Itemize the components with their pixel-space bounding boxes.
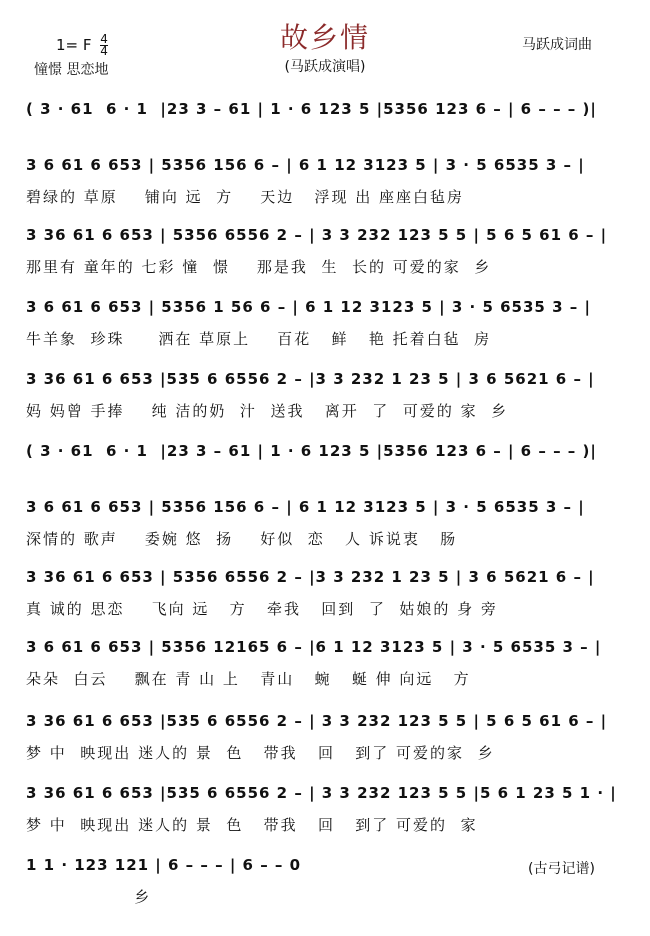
key-label: 1= F: [56, 36, 92, 54]
notation-line: 3 6 61 6 653 | 5356 156 6 – | 6 1 12 3123 5 | 3 · 5 6535 3 – |: [26, 156, 585, 174]
lyric-line: 梦 中 映现出 迷人的 景 色 带我 回 到了 可爱的 家: [26, 816, 478, 834]
notation-line: 3 36 61 6 653 | 5356 6556 2 – | 3 3 232 123 5 5 | 5 6 5 61 6 – |: [26, 226, 608, 244]
time-signature: [100, 34, 108, 57]
transcriber-credit: (古弓记谱): [528, 861, 595, 877]
notation-line: 3 36 61 6 653 |535 6 6556 2 – | 3 3 232 123 5 5 |5 6 1 23 5 1 · |: [26, 784, 617, 802]
lyric-line: 深情的 歌声 委婉 悠 扬 好似 恋 人 诉说衷 肠: [26, 530, 458, 548]
lyric-line: 梦 中 映现出 迷人的 景 色 带我 回 到了 可爱的家 乡: [26, 744, 495, 762]
time-sig-denominator: 4: [100, 44, 108, 58]
song-title: 故乡情: [279, 21, 370, 54]
composer-credit: 马跃成词曲: [522, 37, 592, 53]
notation-line: 3 6 61 6 653 | 5356 12165 6 – |6 1 12 3123 5 | 3 · 5 6535 3 – |: [26, 638, 602, 656]
lyric-line: 真 诚的 思恋 飞向 远 方 牵我 回到 了 姑娘的 身 旁: [26, 600, 498, 618]
lyric-line: 妈 妈曾 手捧 纯 洁的奶 汁 送我 离开 了 可爱的 家 乡: [26, 402, 509, 420]
notation-line: 3 36 61 6 653 |535 6 6556 2 – |3 3 232 1 23 5 | 3 6 5621 6 – |: [26, 370, 595, 388]
lyric-line: 乡: [26, 888, 152, 906]
notation-line: 3 6 61 6 653 | 5356 1 56 6 – | 6 1 12 3123 5 | 3 · 5 6535 3 – |: [26, 298, 591, 316]
lyric-line: 那里有 童年的 七彩 憧 憬 那是我 生 长的 可爱的家 乡: [26, 258, 492, 276]
key-signature: [56, 34, 108, 57]
tempo-marking: 憧憬 思恋地: [34, 62, 109, 78]
lyric-line: 朵朵 白云 飘在 青 山 上 青山 蜿 蜒 伸 向远 方: [26, 670, 471, 688]
lyric-line: 牛羊象 珍珠 洒在 草原上 百花 鲜 艳 托着白毡 房: [26, 330, 492, 348]
lyric-line: 碧绿的 草原 铺向 远 方 天边 浮现 出 座座白毡房: [26, 188, 465, 206]
notation-line: ( 3 · 61 6 · 1 |23 3 – 61 | 1 · 6 123 5 |5356 123 6 – | 6 – – – )|: [26, 442, 597, 460]
notation-line: 3 6 61 6 653 | 5356 156 6 – | 6 1 12 3123 5 | 3 · 5 6535 3 – |: [26, 498, 585, 516]
notation-line: 3 36 61 6 653 | 5356 6556 2 – |3 3 232 1 23 5 | 3 6 5621 6 – |: [26, 568, 595, 586]
notation-line: ( 3 · 61 6 · 1 |23 3 – 61 | 1 · 6 123 5 |5356 123 6 – | 6 – – – )|: [26, 100, 597, 118]
performer-note: (马跃成演唱): [284, 59, 366, 75]
time-sig-numerator: 4: [100, 32, 108, 46]
notation-line: 3 36 61 6 653 |535 6 6556 2 – | 3 3 232 123 5 5 | 5 6 5 61 6 – |: [26, 712, 608, 730]
notation-line: 1 1 · 123 121 | 6 – – – | 6 – – 0: [26, 856, 302, 874]
